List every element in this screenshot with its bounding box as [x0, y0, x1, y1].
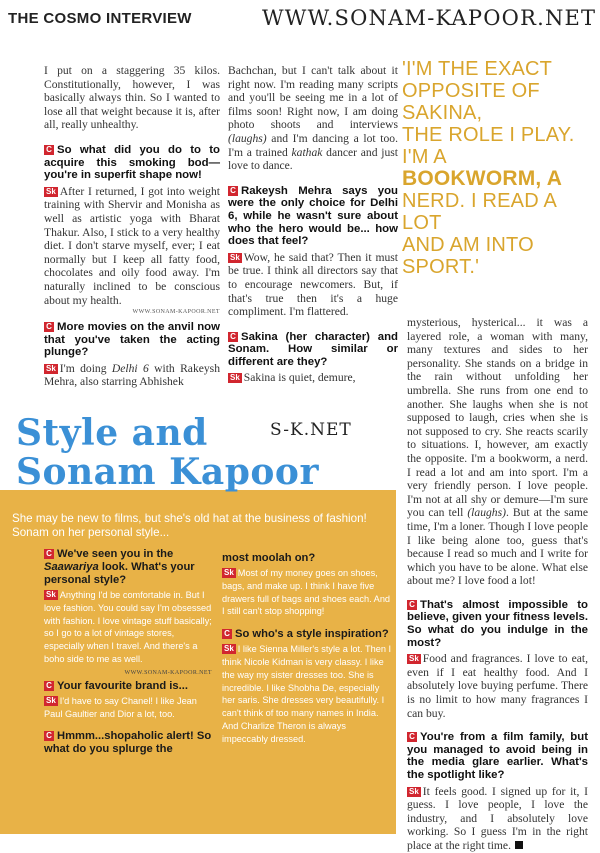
- style-answer-1: Sk Anything I'd be comfortable in. But I love fashion. You could say I'm obsessed with fashion. I love vintage stuff basically; so I go to a lot of vintage stores, especially when I travel. And there's a boho side to me as well.: [44, 590, 212, 664]
- cosmo-badge: C: [228, 186, 238, 196]
- style-question-3: C Hmmm...shopaholic alert! So what do you splurge the: [44, 730, 212, 756]
- cosmo-badge: C: [44, 549, 54, 559]
- cosmo-badge: C: [44, 731, 54, 741]
- sk-badge: Sk: [230, 252, 240, 262]
- sk-net-logo: S-K.NET: [270, 420, 352, 440]
- sk-badge: Sk: [409, 654, 419, 664]
- column-1: [44, 64, 220, 389]
- question-1: C So what did you do to to acquire this smoking bod—you're in superfit shape now!: [44, 143, 220, 182]
- question-4: C Sakina (her character) and Sonam. How similar or different are they?: [228, 330, 398, 368]
- style-section-title: Style and Sonam Kapoor: [16, 412, 319, 493]
- intro-paragraph: I put on a staggering 35 kilos. Constitutionally, however, I was basically always thin. So I wanted to lose all that weight because it is, after all, really unhealthy.: [44, 64, 220, 132]
- style-column-1: [44, 548, 212, 756]
- style-credit-watermark: WWW.SONAM-KAPOOR.NET: [124, 669, 212, 676]
- question-6: C You're from a film family, but you managed to avoid being in the media glare earlier. What's the spotlight like?: [407, 731, 588, 781]
- credit-watermark: WWW.SONAM-KAPOOR.NET: [132, 309, 220, 316]
- sk-badge: Sk: [46, 590, 56, 599]
- cosmo-badge: C: [228, 332, 238, 342]
- answer-1: Sk After I returned, I got into weight training with Shervir and Monisha as well as artistic yoga with Bharat Thakur. Also, I stick to a very healthy diet. I don't starve myself, ever; I eat normally but I keep all fatty food, chocolates and oily food away. I'm naturally inclined to be conscious about my health.: [44, 184, 220, 307]
- style-answer-2: Sk I'd have to say Chanel! I like Jean Paul Gaultier and Dior a lot, too.: [44, 695, 197, 719]
- cosmo-badge: C: [222, 629, 232, 639]
- site-url[interactable]: WWW.SONAM-KAPOOR.NET: [262, 6, 597, 30]
- cosmo-badge: C: [407, 600, 417, 610]
- answer-2: Sk I'm doing Delhi 6 with Rakeysh Mehra, also starring Abhishek: [44, 361, 220, 389]
- style-column-2: [222, 552, 392, 746]
- style-question-2: C Your favourite brand is...: [44, 680, 212, 693]
- column-2: [228, 64, 398, 385]
- answer-4-continued: mysterious, hysterical... it was a layered role, a woman with many, many textures and sides to her personality. She stands on a bridge in the rain without unfolding her umbrella. She runs from one end to another. She laughs when she is not supposed to laugh, cries when she is not supposed to cry. She reacts scarily to situations. I, however, am exactly the opposite. I'm a bookworm, a nerd. I read a lot and am into sport. I'm a very friendly person. I love people. I'm not at all shy or demure—I'm sure you can tell (laughs). But at the same time, I'm a loner. Though I love people I like being alone too, guess that's because I read so much and I write for which you have to be alone. What else about me? I love food a lot!: [407, 316, 588, 588]
- sk-badge: Sk: [230, 373, 240, 383]
- answer-2-continued: Bachchan, but I can't talk about it right now. I'm reading many scripts and you'll be seeing me in a lot of films soon! Right now, I am doing photo shoots and interviews (laughs) and I'm dancing a lot too. I'm a trained kathak dancer and just love to dance.: [228, 64, 398, 173]
- answer-3: Sk Wow, he said that? Then it must be true. I think all directors say that to encourage newcomers. But, if that's true then it's a huge compliment. I'm flattered.: [228, 250, 398, 319]
- question-2: C More movies on the anvil now that you've taken the acting plunge?: [44, 321, 220, 359]
- question-5: C That's almost impossible to believe, given your fitness levels. So what do you indulge in the most?: [407, 598, 588, 649]
- section-title: THE COSMO INTERVIEW: [8, 10, 192, 27]
- cosmo-badge: C: [44, 681, 54, 691]
- style-question-1: C We've seen you in the Saawariya look. What's your personal style?: [44, 548, 195, 586]
- cosmo-badge: C: [44, 322, 54, 332]
- sk-badge: Sk: [46, 695, 56, 705]
- cosmo-badge: C: [44, 145, 54, 155]
- cosmo-badge: C: [407, 732, 417, 742]
- style-question-3-continued: most moolah on?: [222, 552, 316, 564]
- sk-badge: Sk: [224, 568, 234, 577]
- style-intro: She may be new to films, but she's old hat at the business of fashion! Sonam on her personal style...: [12, 512, 367, 539]
- sk-badge: Sk: [224, 644, 234, 654]
- question-3: C Rakeysh Mehra says you were the only choice for Delhi 6, while he wasn't sure about who the hero would be... how does that feel?: [228, 184, 398, 248]
- style-answer-4: Sk I like Sienna Miller's style a lot. Then I think Nicole Kidman is very classy. I like the way my sister dresses too. She is incredible. I like Shobha De, especially her saris. She dresses very beautifully. I can't think of too many names in India. And Charlize Theron is always impeccably dressed.: [222, 644, 392, 744]
- end-mark-icon: [515, 841, 523, 849]
- sk-badge: Sk: [46, 186, 56, 196]
- pull-quote: 'I'M THE EXACT OPPOSITE OF SAKINA, THE ROLE I PLAY. I'M A BOOKWORM, A NERD. I READ A LOT AND AM INTO SPORT.': [402, 58, 575, 278]
- sk-badge: Sk: [409, 786, 419, 796]
- style-question-4: C So who's a style inspiration?: [222, 628, 392, 641]
- column-3: [407, 316, 588, 853]
- answer-6: Sk It feels good. I signed up for it, I guess. I love people, I love the industry, and I absolutely love working. So I guess I'm in the right place at the right time.: [407, 784, 588, 852]
- answer-4: Sk Sakina is quiet, demure,: [230, 371, 356, 385]
- style-answer-3: Sk Most of my money goes on shoes, bags, and make up. I think I have five drawers full of bags and shoes each. And I still can't stop shopping!: [222, 568, 391, 617]
- answer-5: Sk Food and fragrances. I love to eat, even if I eat healthy food. And I absolutely love buying perfume. There is no limit to how many fragrances I can buy.: [407, 652, 588, 720]
- sk-badge: Sk: [46, 363, 56, 373]
